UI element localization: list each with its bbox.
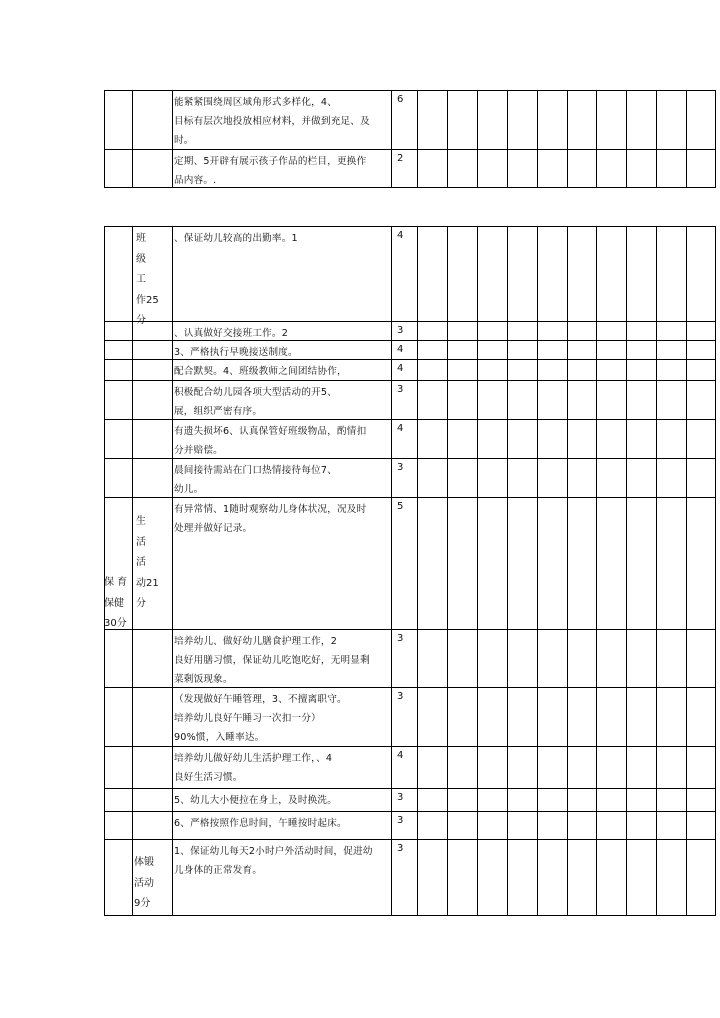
grade-cell[interactable] <box>477 497 507 629</box>
grade-cell[interactable] <box>507 687 537 746</box>
grade-cell[interactable] <box>447 629 477 687</box>
category-cell <box>104 419 132 458</box>
grade-cell[interactable] <box>656 359 686 380</box>
grade-cell[interactable] <box>477 788 507 811</box>
score-value: 4 <box>397 363 404 374</box>
category-label-physical-activity: 体锻 活动 9分 <box>134 857 154 909</box>
grade-cell[interactable] <box>596 419 626 458</box>
category-cell <box>104 359 132 380</box>
score-value: 4 <box>397 750 404 761</box>
grade-cell[interactable] <box>567 746 597 788</box>
grade-cell[interactable] <box>686 359 716 380</box>
score-cell <box>391 226 417 321</box>
score-value: 4 <box>397 423 404 434</box>
grade-cell[interactable] <box>417 788 447 811</box>
grade-cell[interactable] <box>537 380 567 419</box>
grade-cell[interactable] <box>537 149 567 188</box>
grade-cell[interactable] <box>447 811 477 839</box>
grade-cell[interactable] <box>537 629 567 687</box>
grade-cell[interactable] <box>537 811 567 839</box>
grade-cell[interactable] <box>477 340 507 359</box>
grade-cell[interactable] <box>656 788 686 811</box>
score-value: 6 <box>397 94 404 105</box>
grade-cell[interactable] <box>596 629 626 687</box>
table-row <box>104 340 716 359</box>
score-cell <box>391 359 417 380</box>
score-cell <box>391 839 417 916</box>
criteria-cell <box>172 90 391 149</box>
criteria-text: 有遗失损坏6、认真保管好班级物品，酌情扣 分并赔偿。 <box>174 426 367 456</box>
score-value: 3 <box>397 384 404 395</box>
grade-cell[interactable] <box>596 321 626 340</box>
grade-cell[interactable] <box>507 788 537 811</box>
criteria-text: 定期、5开辟有展示孩子作品的栏目，更换作 品内容。. <box>174 156 367 186</box>
grade-cell[interactable] <box>507 149 537 188</box>
grade-cell[interactable] <box>537 788 567 811</box>
criteria-text: 、认真做好交接班工作。2 <box>174 328 289 339</box>
grade-cell[interactable] <box>656 149 686 188</box>
category-label-care-health: 保 育 保健 30分 <box>104 577 128 629</box>
grade-cell[interactable] <box>477 90 507 149</box>
criteria-cell <box>172 321 391 340</box>
grade-cell[interactable] <box>686 839 716 916</box>
grade-cell[interactable] <box>686 380 716 419</box>
grade-cell[interactable] <box>596 90 626 149</box>
table-row <box>104 687 716 746</box>
grade-cell[interactable] <box>567 359 597 380</box>
grade-cell[interactable] <box>537 746 567 788</box>
grade-cell[interactable] <box>447 149 477 188</box>
grade-cell[interactable] <box>417 419 447 458</box>
grade-cell[interactable] <box>447 788 477 811</box>
score-table-main <box>104 226 716 916</box>
score-table-top <box>104 90 716 188</box>
table-row <box>104 419 716 458</box>
score-cell <box>391 149 417 188</box>
grade-cell[interactable] <box>596 687 626 746</box>
score-value: 3 <box>397 325 404 336</box>
criteria-cell <box>172 746 391 788</box>
category-cell <box>104 226 132 321</box>
grade-cell[interactable] <box>417 149 447 188</box>
grade-cell[interactable] <box>477 321 507 340</box>
criteria-cell <box>172 788 391 811</box>
criteria-text: 培养幼儿、做好幼儿膳食护理工作，2 良好用膳习惯，保证幼儿吃饱吃好，无明显剩 菜剩饭现象。 <box>174 636 370 685</box>
criteria-cell <box>172 811 391 839</box>
table-row <box>104 788 716 811</box>
score-cell <box>391 788 417 811</box>
score-cell <box>391 497 417 629</box>
grade-cell[interactable] <box>596 497 626 629</box>
score-value: 3 <box>397 633 404 644</box>
grade-cell[interactable] <box>507 359 537 380</box>
grade-cell[interactable] <box>447 226 477 321</box>
grade-cell[interactable] <box>626 149 656 188</box>
table-row <box>104 497 716 629</box>
grade-cell[interactable] <box>507 90 537 149</box>
grade-cell[interactable] <box>686 149 716 188</box>
grade-cell[interactable] <box>596 226 626 321</box>
grade-cell[interactable] <box>417 811 447 839</box>
subcategory-cell <box>132 629 172 687</box>
table-row <box>104 839 716 916</box>
grade-cell[interactable] <box>656 839 686 916</box>
grade-cell[interactable] <box>447 687 477 746</box>
grade-cell[interactable] <box>477 359 507 380</box>
grade-cell[interactable] <box>477 380 507 419</box>
grade-cell[interactable] <box>537 419 567 458</box>
grade-cell[interactable] <box>567 90 597 149</box>
grade-cell[interactable] <box>656 380 686 419</box>
grade-cell[interactable] <box>507 380 537 419</box>
grade-cell[interactable] <box>477 629 507 687</box>
subcategory-cell <box>132 359 172 380</box>
grade-cell[interactable] <box>596 788 626 811</box>
grade-cell[interactable] <box>596 149 626 188</box>
grade-cell[interactable] <box>447 90 477 149</box>
grade-cell[interactable] <box>626 687 656 746</box>
table-row <box>104 359 716 380</box>
grade-cell[interactable] <box>447 497 477 629</box>
grade-cell[interactable] <box>626 788 656 811</box>
grade-cell[interactable] <box>686 788 716 811</box>
criteria-cell <box>172 839 391 916</box>
grade-cell[interactable] <box>656 811 686 839</box>
criteria-text: 5、幼儿大小便拉在身上，及时换洗。 <box>174 795 338 806</box>
grade-cell[interactable] <box>567 380 597 419</box>
grade-cell[interactable] <box>656 321 686 340</box>
score-value: 3 <box>397 462 404 473</box>
category-cell <box>104 788 132 811</box>
grade-cell[interactable] <box>417 497 447 629</box>
grade-cell[interactable] <box>656 226 686 321</box>
grade-cell[interactable] <box>567 226 597 321</box>
grade-cell[interactable] <box>567 687 597 746</box>
grade-cell[interactable] <box>626 811 656 839</box>
grade-cell[interactable] <box>417 90 447 149</box>
grade-cell[interactable] <box>686 321 716 340</box>
score-cell <box>391 321 417 340</box>
grade-cell[interactable] <box>537 340 567 359</box>
grade-cell[interactable] <box>567 839 597 916</box>
category-cell <box>104 746 132 788</box>
grade-cell[interactable] <box>447 321 477 340</box>
grade-cell[interactable] <box>507 497 537 629</box>
criteria-text: 1、保证幼儿每天2小时户外活动时间，促进幼 儿身体的正常发育。 <box>174 846 373 876</box>
grade-cell[interactable] <box>477 149 507 188</box>
grade-cell[interactable] <box>417 458 447 497</box>
subcategory-cell <box>132 90 172 149</box>
grade-cell[interactable] <box>626 226 656 321</box>
category-cell <box>104 90 132 149</box>
grade-cell[interactable] <box>417 380 447 419</box>
grade-cell[interactable] <box>417 226 447 321</box>
subcategory-cell <box>132 380 172 419</box>
grade-cell[interactable] <box>537 90 567 149</box>
grade-cell[interactable] <box>686 226 716 321</box>
grade-cell[interactable] <box>477 811 507 839</box>
grade-cell[interactable] <box>596 746 626 788</box>
grade-cell[interactable] <box>626 746 656 788</box>
table-row <box>104 149 716 188</box>
grade-cell[interactable] <box>596 839 626 916</box>
grade-cell[interactable] <box>656 497 686 629</box>
grade-cell[interactable] <box>656 90 686 149</box>
grade-cell[interactable] <box>567 629 597 687</box>
table-row <box>104 226 716 321</box>
grade-cell[interactable] <box>686 746 716 788</box>
grade-cell[interactable] <box>507 321 537 340</box>
criteria-text: 配合默契。4、班级教师之间团结协作， <box>174 366 347 377</box>
grade-cell[interactable] <box>477 458 507 497</box>
grade-cell[interactable] <box>626 458 656 497</box>
grade-cell[interactable] <box>626 90 656 149</box>
grade-cell[interactable] <box>686 497 716 629</box>
score-cell <box>391 419 417 458</box>
grade-cell[interactable] <box>567 497 597 629</box>
score-cell <box>391 811 417 839</box>
grade-cell[interactable] <box>537 359 567 380</box>
grade-cell[interactable] <box>596 380 626 419</box>
grade-cell[interactable] <box>507 629 537 687</box>
grade-cell[interactable] <box>686 90 716 149</box>
criteria-text: 晨间接待需站在门口热情接待每位7、 幼儿。 <box>174 465 338 495</box>
grade-cell[interactable] <box>656 340 686 359</box>
grade-cell[interactable] <box>567 149 597 188</box>
category-label-class-work: 班 级 工 作25 分 <box>136 233 159 326</box>
table-row <box>104 629 716 687</box>
grade-cell[interactable] <box>417 687 447 746</box>
grade-cell[interactable] <box>567 321 597 340</box>
grade-cell[interactable] <box>626 321 656 340</box>
score-value: 3 <box>397 843 404 854</box>
grade-cell[interactable] <box>626 419 656 458</box>
grade-cell[interactable] <box>477 839 507 916</box>
score-value: 5 <box>397 501 404 512</box>
subcategory-cell <box>132 149 172 188</box>
criteria-cell <box>172 419 391 458</box>
criteria-cell <box>172 340 391 359</box>
subcategory-cell <box>132 788 172 811</box>
grade-cell[interactable] <box>537 458 567 497</box>
score-cell <box>391 458 417 497</box>
grade-cell[interactable] <box>626 497 656 629</box>
grade-cell[interactable] <box>537 497 567 629</box>
grade-cell[interactable] <box>686 687 716 746</box>
criteria-text: 有异常情、1随时观察幼儿身体状况，况及时 处理并做好记录。 <box>174 504 367 534</box>
score-value: 3 <box>397 792 404 803</box>
grade-cell[interactable] <box>447 458 477 497</box>
grade-cell[interactable] <box>596 458 626 497</box>
score-value: 4 <box>397 230 404 241</box>
grade-cell[interactable] <box>417 340 447 359</box>
grade-cell[interactable] <box>626 359 656 380</box>
table-row <box>104 90 716 149</box>
grade-cell[interactable] <box>507 419 537 458</box>
grade-cell[interactable] <box>537 687 567 746</box>
score-value: 3 <box>397 815 404 826</box>
category-cell <box>104 811 132 839</box>
category-cell <box>104 340 132 359</box>
score-cell <box>391 90 417 149</box>
score-cell <box>391 746 417 788</box>
grade-cell[interactable] <box>447 359 477 380</box>
criteria-text: 培养幼儿做好幼儿生活护理工作，、4 良好生活习惯。 <box>174 753 333 783</box>
criteria-cell <box>172 359 391 380</box>
score-cell <box>391 380 417 419</box>
grade-cell[interactable] <box>596 811 626 839</box>
grade-cell[interactable] <box>596 359 626 380</box>
score-cell <box>391 340 417 359</box>
grade-cell[interactable] <box>417 359 447 380</box>
criteria-cell <box>172 497 391 629</box>
criteria-cell <box>172 629 391 687</box>
grade-cell[interactable] <box>686 419 716 458</box>
grade-cell[interactable] <box>507 226 537 321</box>
grade-cell[interactable] <box>626 629 656 687</box>
grade-cell[interactable] <box>417 629 447 687</box>
grade-cell[interactable] <box>477 687 507 746</box>
grade-cell[interactable] <box>567 458 597 497</box>
grade-cell[interactable] <box>417 321 447 340</box>
criteria-cell <box>172 380 391 419</box>
category-cell <box>104 458 132 497</box>
category-cell <box>104 839 132 916</box>
criteria-cell <box>172 458 391 497</box>
criteria-cell <box>172 226 391 321</box>
table-row <box>104 321 716 340</box>
grade-cell[interactable] <box>417 746 447 788</box>
subcategory-cell <box>132 458 172 497</box>
grade-cell[interactable] <box>507 340 537 359</box>
grade-cell[interactable] <box>567 340 597 359</box>
score-value: 4 <box>397 344 404 355</box>
subcategory-cell <box>132 687 172 746</box>
grade-cell[interactable] <box>447 419 477 458</box>
grade-cell[interactable] <box>507 839 537 916</box>
category-cell <box>104 321 132 340</box>
criteria-cell <box>172 687 391 746</box>
grade-cell[interactable] <box>537 321 567 340</box>
table-row <box>104 811 716 839</box>
grade-cell[interactable] <box>656 687 686 746</box>
table-row <box>104 746 716 788</box>
subcategory-cell <box>132 811 172 839</box>
category-cell <box>104 629 132 687</box>
grade-cell[interactable] <box>626 380 656 419</box>
grade-cell[interactable] <box>686 811 716 839</box>
grade-cell[interactable] <box>447 340 477 359</box>
grade-cell[interactable] <box>417 839 447 916</box>
criteria-cell <box>172 149 391 188</box>
criteria-text: 6、严格按照作息时间，午睡按时起床。 <box>174 818 347 829</box>
criteria-text: 积极配合幼儿园各项大型活动的开5、 展，组织严密有序。 <box>174 387 338 417</box>
category-cell <box>104 687 132 746</box>
criteria-text: 、保证幼儿较高的出勤率。1 <box>174 233 298 244</box>
grade-cell[interactable] <box>626 340 656 359</box>
criteria-text: 3、严格执行早晚接送制度。 <box>174 347 298 358</box>
grade-cell[interactable] <box>447 380 477 419</box>
score-value: 2 <box>397 153 404 164</box>
criteria-text: 能紧紧围绕周区域角形式多样化，4、 目标有层次地投放相应材料，并做到充足、及 时。 <box>174 97 370 146</box>
grade-cell[interactable] <box>507 458 537 497</box>
subcategory-cell <box>132 340 172 359</box>
grade-cell[interactable] <box>656 458 686 497</box>
grade-cell[interactable] <box>477 226 507 321</box>
score-cell <box>391 687 417 746</box>
grade-cell[interactable] <box>626 839 656 916</box>
grade-cell[interactable] <box>447 746 477 788</box>
grade-cell[interactable] <box>477 746 507 788</box>
grade-cell[interactable] <box>567 419 597 458</box>
grade-cell[interactable] <box>477 419 507 458</box>
grade-cell[interactable] <box>686 458 716 497</box>
score-value: 3 <box>397 691 404 702</box>
table-row <box>104 380 716 419</box>
grade-cell[interactable] <box>686 340 716 359</box>
grade-cell[interactable] <box>507 746 537 788</box>
category-cell <box>104 149 132 188</box>
grade-cell[interactable] <box>656 419 686 458</box>
score-cell <box>391 629 417 687</box>
grade-cell[interactable] <box>656 746 686 788</box>
grade-cell[interactable] <box>596 340 626 359</box>
grade-cell[interactable] <box>447 839 477 916</box>
subcategory-cell <box>132 419 172 458</box>
grade-cell[interactable] <box>567 811 597 839</box>
table-row <box>104 458 716 497</box>
criteria-text: （发现做好午睡管理，3、不擅离职守。 培养幼儿良好午睡习一次扣一分） 90%惯，入睡率达。 <box>174 694 347 743</box>
grade-cell[interactable] <box>686 629 716 687</box>
grade-cell[interactable] <box>567 788 597 811</box>
category-label-daily-life: 生 活 活 动21 分 <box>136 516 159 609</box>
grade-cell[interactable] <box>507 811 537 839</box>
grade-cell[interactable] <box>656 629 686 687</box>
grade-cell[interactable] <box>537 839 567 916</box>
subcategory-cell <box>132 746 172 788</box>
grade-cell[interactable] <box>537 226 567 321</box>
category-cell <box>104 380 132 419</box>
